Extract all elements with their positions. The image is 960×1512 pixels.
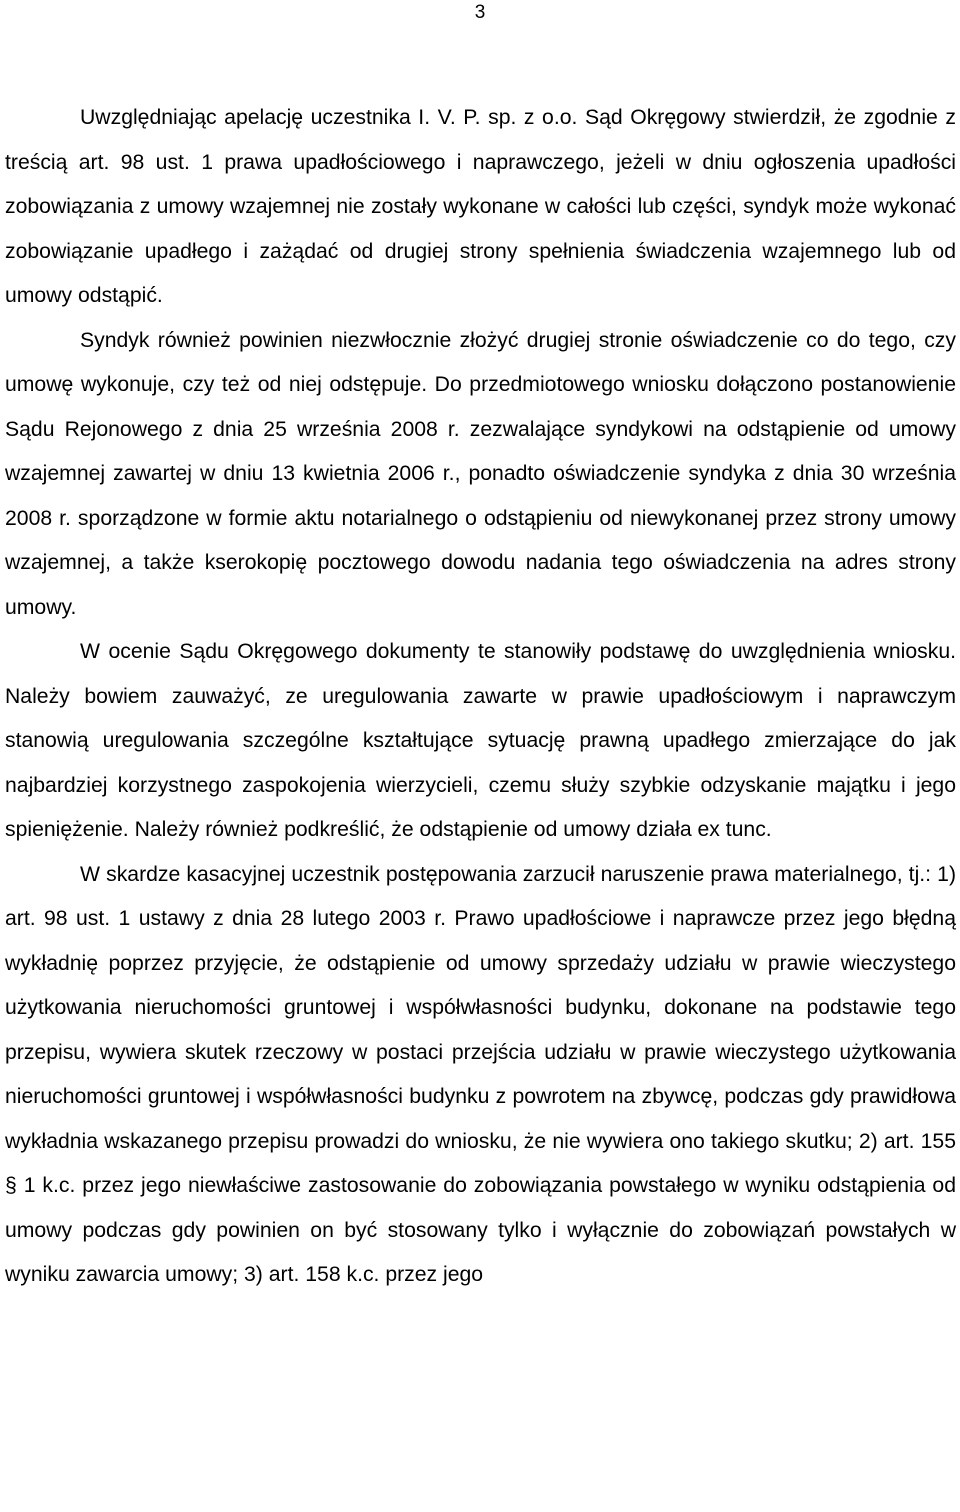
page-number: 3 xyxy=(474,2,486,23)
document-body xyxy=(5,96,956,1298)
paragraph-court-assessment: W ocenie Sądu Okręgowego dokumenty te stanowiły podstawę do uwzględnienia wniosku. Należy bowiem zauważyć, ze uregulowania zawarte w prawie upadłościowym i naprawczym stanowią uregulowania szczególne kształtujące sytuację prawną upadłego zmierzające do jak najbardziej korzystnego zaspokojenia wierzycieli, czemu służy szybkie odzyskanie majątku i jego spieniężenie. Należy również podkreślić, że odstąpienie od umowy działa ex tunc. xyxy=(5,640,956,841)
paragraph-appeal: Uwzględniając apelację uczestnika I. V. P. sp. z o.o. Sąd Okręgowy stwierdził, że zgodnie z treścią art. 98 ust. 1 prawa upadłościowego i naprawczego, jeżeli w dniu ogłoszenia upadłości zobowiązania z umowy wzajemnej nie zostały wykonane w całości lub części, syndyk może wykonać zobowiązanie upadłego i zażądać od drugiej strony spełnienia świadczenia wzajemnego lub od umowy odstąpić. xyxy=(5,106,956,307)
paragraph-syndic-declaration: Syndyk również powinien niezwłocznie złożyć drugiej stronie oświadczenie co do tego, czy umowę wykonuje, czy też od niej odstępuje. Do przedmiotowego wniosku dołączono postanowienie Sądu Rejonowego z dnia 25 września 2008 r. zezwalające syndykowi na odstąpienie od umowy wzajemnej zawartej w dniu 13 kwietnia 2006 r., ponadto oświadczenie syndyka z dnia 30 września 2008 r. sporządzone w formie aktu notarialnego o odstąpieniu od niewykonanej przez strony umowy wzajemnej, a także kserokopię pocztowego dowodu nadania tego oświadczenia na adres strony umowy. xyxy=(5,328,956,619)
paragraph-cassation-complaint: W skardze kasacyjnej uczestnik postępowania zarzucił naruszenie prawa materialnego, tj.: 1) art. 98 ust. 1 ustawy z dnia 28 lutego 2003 r. Prawo upadłościowe i naprawcze przez jego błędną wykładnię poprzez przyjęcie, że odstąpienie od umowy sprzedaży udziału w prawie wieczystego użytkowania nieruchomości gruntowej i współwłasności budynku, dokonane na podstawie tego przepisu, wywiera skutek rzeczowy w postaci przejścia udziału w prawie wieczystego użytkowania nieruchomości gruntowej i współwłasności budynku z powrotem na zbywcę, podczas gdy prawidłowa wykładnia wskazanego przepisu prowadzi do wniosku, że nie wywiera ono takiego skutku; 2) art. 155 § 1 k.c. przez jego niewłaściwe zastosowanie do zobowiązania powstałego w wyniku odstąpienia od umowy podczas gdy powinien on być stosowany tylko i wyłącznie do zobowiązań powstałych w wyniku zawarcia umowy; 3) art. 158 k.c. przez jego xyxy=(5,862,956,1286)
